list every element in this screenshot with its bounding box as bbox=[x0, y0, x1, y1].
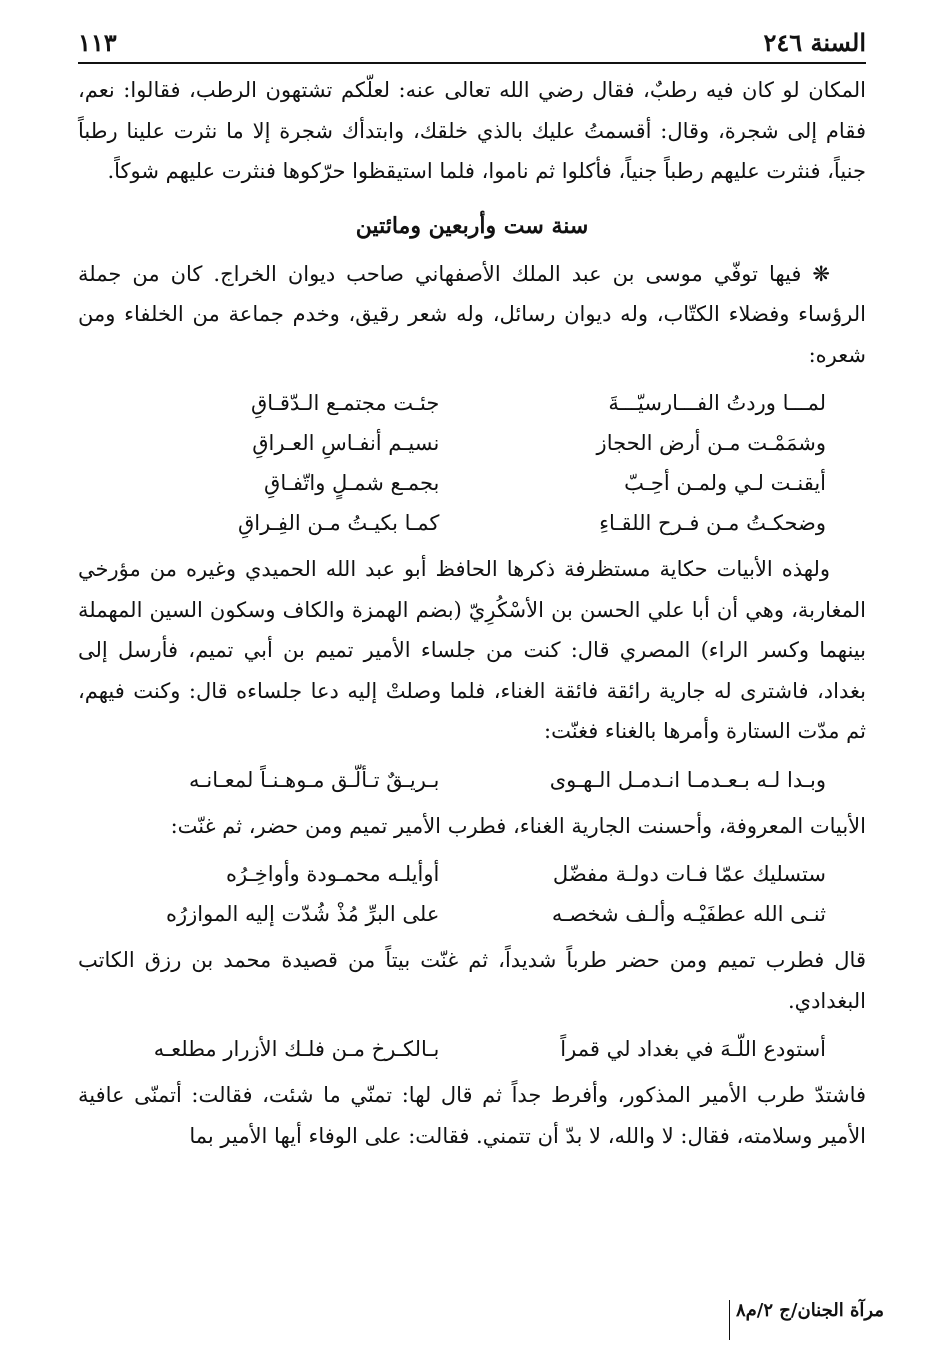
verse-first-hemistich: وضحكـتُ مـن فـرح اللقـاءِ bbox=[599, 511, 826, 535]
verse-second-hemistich: أوأيلـه محمـودة وأواخِـرُه bbox=[226, 862, 440, 886]
running-title: السنة ٢٤٦ bbox=[763, 28, 866, 57]
verse-first-hemistich: ثنـى الله عطفَيْـه وألـف شخصـه bbox=[551, 902, 826, 926]
poem-block bbox=[78, 383, 866, 543]
paragraph: الأبيات المعروفة، وأحسنت الجارية الغناء، فطرب الأمير تميم ومن حضر، ثم غنّت: bbox=[170, 813, 866, 838]
verse-first-hemistich: أيقنـت لـي ولمـن أحِـبّ bbox=[624, 471, 826, 495]
footer-signature: مرآة الجنان/ج ٢/م٨ bbox=[729, 1300, 884, 1340]
verse-line bbox=[78, 894, 866, 934]
poem-block bbox=[78, 760, 866, 800]
verse-second-hemistich: بـريـقٌ تـألّـق مـوهـنـاً لمعـانـه bbox=[188, 767, 440, 792]
page-number: ١١٣ bbox=[78, 28, 117, 57]
verse-second-hemistich: بـالكـرخ مـن فلـك الأزرار مطلعـه bbox=[153, 1037, 440, 1061]
verse-line bbox=[78, 503, 866, 543]
verse-line bbox=[78, 854, 866, 894]
verse-second-hemistich: على البرِّ مُذْ شُدّت إليه الموازرُه bbox=[166, 902, 440, 926]
paragraph: ❋ فيها توفّي موسى بن عبد الملك الأصفهاني صاحب ديوان الخراج. كان من جملة الرؤساء وفضلاء الكتّاب، وله ديوان رسائل، وله شعر رقيق، وخدم جماعة من الخلفاء ومن شعره: bbox=[78, 261, 866, 367]
verse-second-hemistich: نسيـم أنفـاسِ العـراقِ bbox=[252, 431, 440, 455]
verse-second-hemistich: بجمـع شمـلٍ واتّفـاقِ bbox=[264, 471, 440, 495]
verse-first-hemistich: لمـــا وردتُ الفـــارسيّـــةَ bbox=[608, 391, 826, 415]
running-head bbox=[78, 22, 866, 64]
paragraph: المكان لو كان فيه رطبٌ، فقال رضي الله تعالى عنه: لعلّكم تشتهون الرطب، فقالوا: نعم، فقام إلى شجرة، وقال: أقسمتُ عليك بالذي خلقك، وابتدأك شجرة إلا ما نثرت علينا رطباً جنياً، فنثرت عليهم رطباً جنياً، فأكلوا ثم ناموا، فلما استيقظوا حرّكوها فنثرت عليهم شوكاً. bbox=[78, 78, 866, 183]
verse-second-hemistich: جئـت مجتمـع الـدّقـاقِ bbox=[251, 391, 440, 415]
section-heading: سنة ست وأربعين ومائتين bbox=[355, 212, 589, 239]
verse-first-hemistich: أستودع اللّـهَ في بغداد لي قمراً bbox=[560, 1037, 826, 1061]
body-text bbox=[78, 70, 866, 1156]
verse-second-hemistich: كمـا بكيـتُ مـن الفِـراقِ bbox=[237, 511, 440, 535]
verse-line bbox=[78, 383, 866, 423]
verse-line bbox=[78, 423, 866, 463]
verse-first-hemistich: ستسليك عمّا فـات دولـة مفضّل bbox=[552, 862, 826, 886]
verse-first-hemistich: وشمَمْـت مـن أرض الحجاز bbox=[596, 431, 826, 455]
paragraph: قال فطرب تميم ومن حضر طرباً شديداً، ثم غنّت بيتاً من قصيدة محمد بن رزق الكاتب البغدادي. bbox=[78, 948, 866, 1013]
verse-line bbox=[78, 1029, 866, 1069]
paragraph: ولهذه الأبيات حكاية مستظرفة ذكرها الحافظ أبو عبد الله الحميدي وغيره من مؤرخي المغاربة، وهي أن أبا علي الحسن بن الأسْكُرِيّ (بضم الهمزة والكاف وسكون السين المهملة بينهما وكسر الراء) المصري قال: كنت من جلساء الأمير تميم بن أبي تميم، فأرسل إلى بغداد، فاشترى له جارية رائقة فائقة الغناء، فلما وصلتْ إليه دعا جلساءه قال: وكنت فيهم، ثم مدّت الستارة وأمرها بالغناء فغنّت: bbox=[78, 557, 866, 743]
poem-block bbox=[78, 1029, 866, 1069]
verse-line bbox=[78, 463, 866, 503]
verse-first-hemistich: وبـدا لـه بـعـدمـا انـدمـل الـهـوى bbox=[549, 767, 826, 792]
paragraph: فاشتدّ طرب الأمير المذكور، وأفرط جداً ثم قال لها: تمنّي ما شئت، فقالت: أتمنّى عافية الأمير وسلامته، فقال: لا والله، لا بدّ أن تتمني. فقالت: على الوفاء أيها الأمير بما bbox=[78, 1083, 866, 1148]
verse-line bbox=[78, 760, 866, 800]
poem-block bbox=[78, 854, 866, 934]
